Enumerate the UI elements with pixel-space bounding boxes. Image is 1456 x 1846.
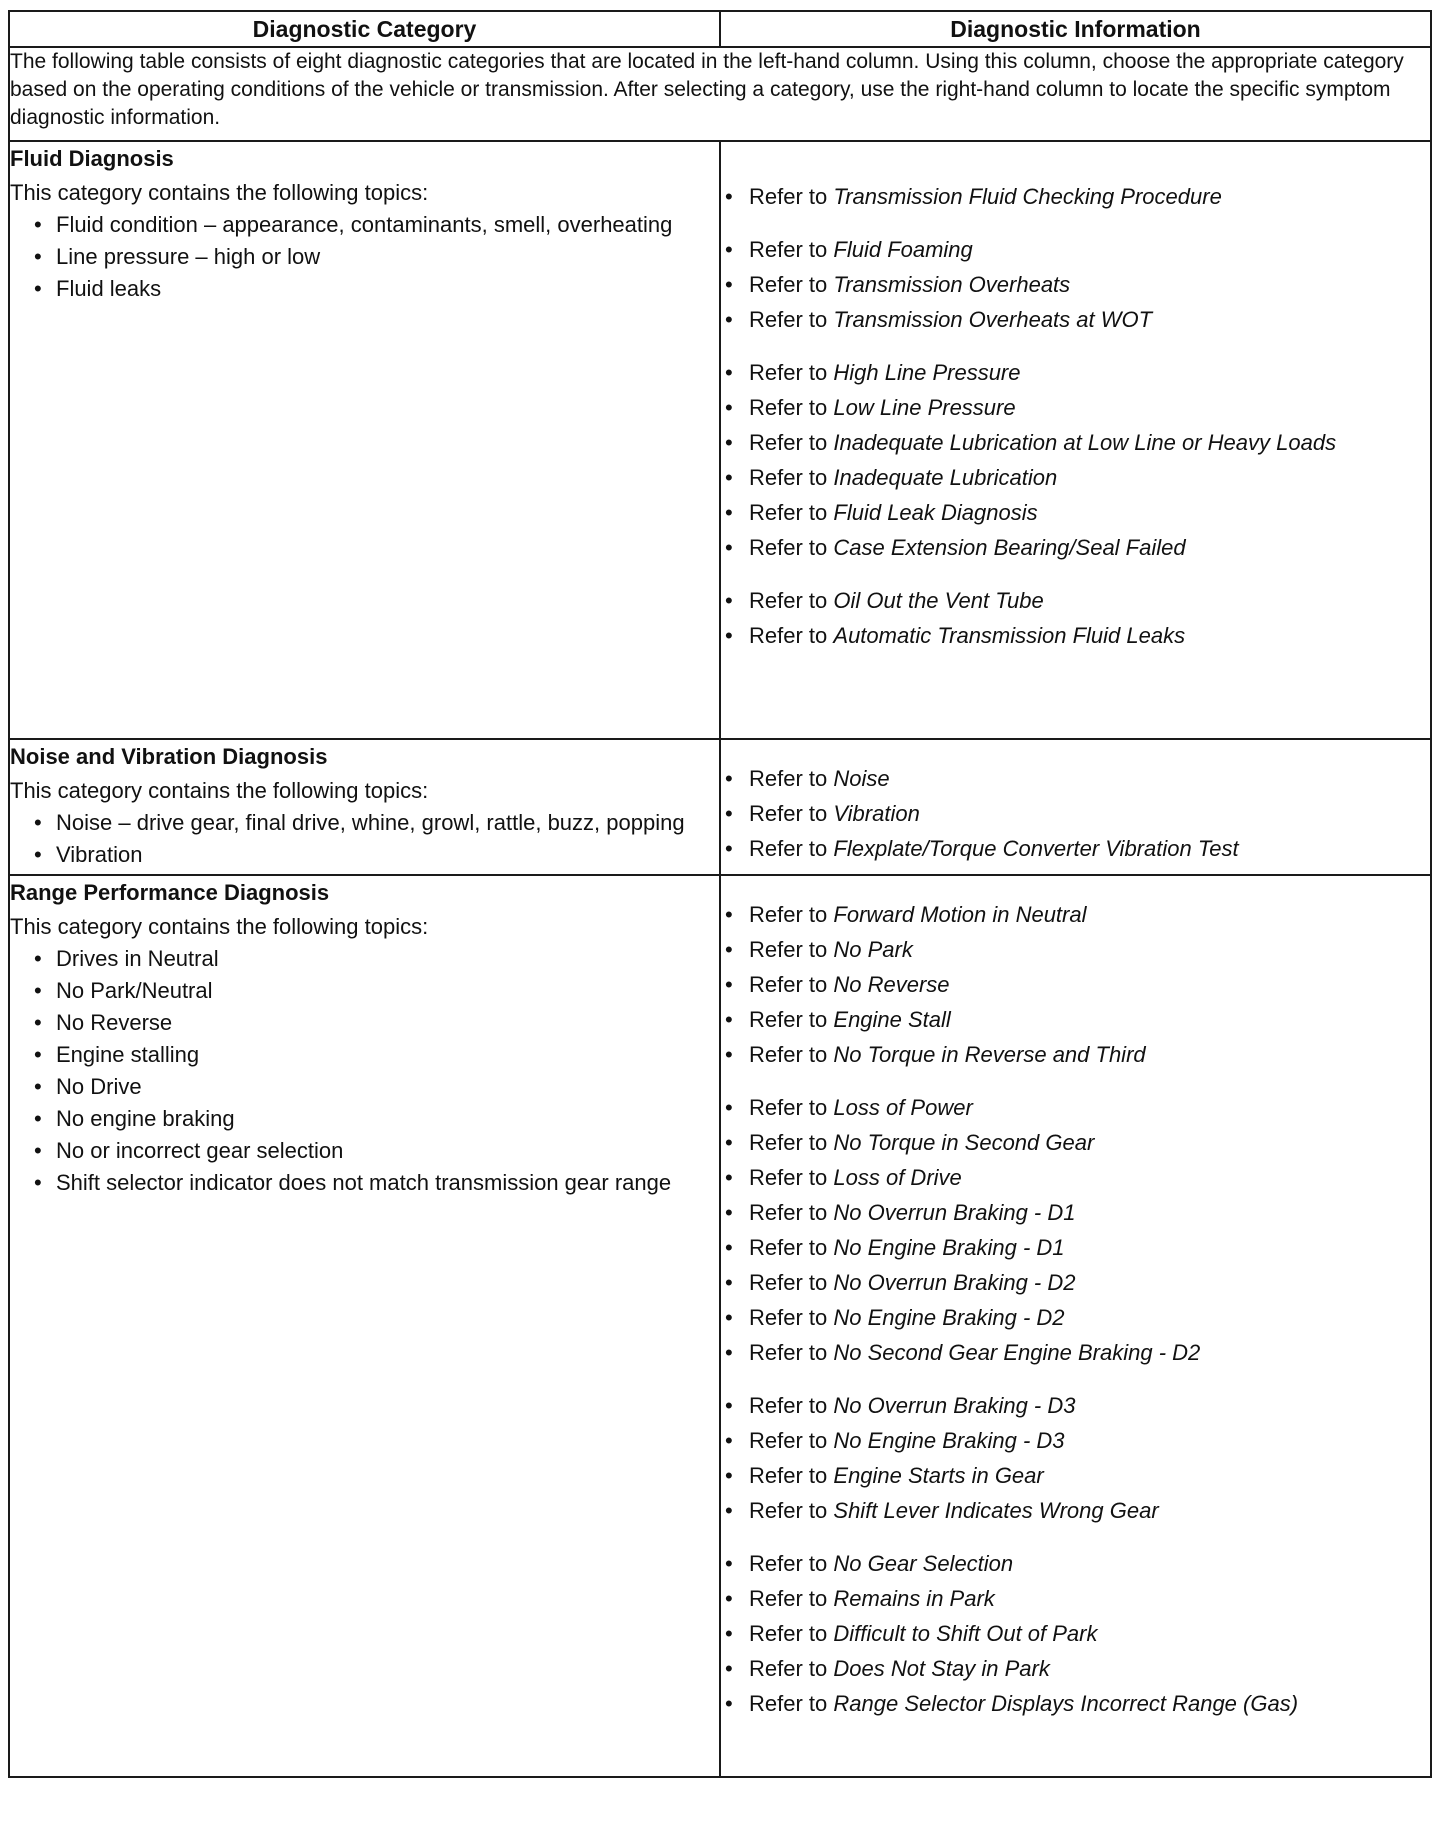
- reference-title[interactable]: Automatic Transmission Fluid Leaks: [833, 623, 1186, 648]
- diagnostic-table: [8, 10, 1432, 1778]
- reference-title[interactable]: Transmission Overheats at WOT: [833, 307, 1153, 332]
- refer-prefix: Refer to: [749, 1130, 828, 1155]
- reference-title[interactable]: Engine Stall: [833, 1007, 951, 1032]
- reference-item[interactable]: [721, 1095, 1430, 1121]
- refer-prefix: Refer to: [749, 1463, 828, 1488]
- refer-prefix: Refer to: [749, 1165, 828, 1190]
- reference-title[interactable]: No Torque in Reverse and Third: [833, 1042, 1146, 1067]
- reference-item[interactable]: [721, 184, 1430, 210]
- refer-prefix: Refer to: [749, 465, 828, 490]
- refer-prefix: Refer to: [749, 1095, 828, 1120]
- reference-item[interactable]: [721, 766, 1430, 792]
- refer-prefix: Refer to: [749, 1305, 828, 1330]
- reference-item[interactable]: [721, 1042, 1430, 1068]
- reference-item[interactable]: [721, 1621, 1430, 1647]
- refer-prefix: Refer to: [749, 1551, 828, 1576]
- refer-prefix: Refer to: [749, 1586, 828, 1611]
- topic-item: • Shift selector indicator does not match transmission gear range: [10, 1170, 719, 1196]
- reference-title[interactable]: Case Extension Bearing/Seal Failed: [833, 535, 1186, 560]
- reference-item[interactable]: [721, 1305, 1430, 1331]
- reference-item[interactable]: [721, 1270, 1430, 1296]
- reference-item[interactable]: [721, 1007, 1430, 1033]
- reference-title[interactable]: Inadequate Lubrication: [833, 465, 1058, 490]
- topic-item: • No Park/Neutral: [10, 978, 719, 1004]
- refer-prefix: Refer to: [749, 1235, 828, 1260]
- reference-title[interactable]: Low Line Pressure: [833, 395, 1016, 420]
- refer-prefix: Refer to: [749, 623, 828, 648]
- refer-prefix: Refer to: [749, 801, 828, 826]
- reference-title[interactable]: Transmission Fluid Checking Procedure: [833, 184, 1222, 209]
- reference-title[interactable]: Engine Starts in Gear: [833, 1463, 1044, 1488]
- refer-prefix: Refer to: [749, 1042, 828, 1067]
- category-cell: [9, 739, 720, 875]
- reference-title[interactable]: Fluid Foaming: [833, 237, 973, 262]
- topic-item: • No Drive: [10, 1074, 719, 1100]
- info-cell: [720, 141, 1431, 739]
- reference-title[interactable]: Shift Lever Indicates Wrong Gear: [833, 1498, 1159, 1523]
- reference-title[interactable]: Loss of Drive: [833, 1165, 962, 1190]
- refer-prefix: Refer to: [749, 1656, 828, 1681]
- info-cell: [720, 875, 1431, 1777]
- reference-title[interactable]: No Overrun Braking - D2: [833, 1270, 1076, 1295]
- category-cell: [9, 875, 720, 1777]
- reference-title[interactable]: No Overrun Braking - D3: [833, 1393, 1076, 1418]
- refer-prefix: Refer to: [749, 1498, 828, 1523]
- reference-list: [721, 184, 1430, 649]
- refer-prefix: Refer to: [749, 1428, 828, 1453]
- refer-prefix: Refer to: [749, 1340, 828, 1365]
- reference-item[interactable]: [721, 588, 1430, 614]
- refer-prefix: Refer to: [749, 360, 828, 385]
- reference-item[interactable]: [721, 535, 1430, 561]
- reference-title[interactable]: Transmission Overheats: [833, 272, 1071, 297]
- category-description: This category contains the following topics:: [10, 180, 429, 205]
- topic-item: • Fluid condition – appearance, contaminants, smell, overheating: [10, 212, 719, 238]
- reference-title[interactable]: Remains in Park: [833, 1586, 995, 1611]
- reference-item[interactable]: [721, 1463, 1430, 1489]
- category-row-fluid: [9, 141, 1431, 739]
- reference-list: [721, 766, 1430, 862]
- intro-text: The following table consists of eight diagnostic categories that are located in the left-hand column. Using this column, choose the appropriate category based on the operating conditions of the vehicle or transmission. After selecting a category, use the right-hand column to locate the specific symptom diagnostic information.: [9, 47, 1431, 141]
- reference-item[interactable]: [721, 272, 1430, 298]
- reference-title[interactable]: Range Selector Displays Incorrect Range (Gas): [833, 1691, 1299, 1716]
- reference-item[interactable]: [721, 937, 1430, 963]
- category-title: Noise and Vibration Diagnosis: [10, 744, 328, 769]
- reference-title[interactable]: Fluid Leak Diagnosis: [833, 500, 1038, 525]
- refer-prefix: Refer to: [749, 588, 828, 613]
- topic-list: [10, 212, 719, 302]
- refer-prefix: Refer to: [749, 836, 828, 861]
- reference-item[interactable]: [721, 1656, 1430, 1682]
- topic-item: • Noise – drive gear, final drive, whine, growl, rattle, buzz, popping: [10, 810, 719, 836]
- refer-prefix: Refer to: [749, 1393, 828, 1418]
- reference-item[interactable]: [721, 430, 1430, 456]
- reference-title[interactable]: No Overrun Braking - D1: [833, 1200, 1076, 1225]
- topic-item: • No engine braking: [10, 1106, 719, 1132]
- category-cell: [9, 141, 720, 739]
- reference-title[interactable]: No Park: [833, 937, 913, 962]
- reference-item[interactable]: [721, 307, 1430, 333]
- reference-title[interactable]: No Reverse: [833, 972, 950, 997]
- reference-item[interactable]: [721, 1340, 1430, 1366]
- reference-item[interactable]: [721, 1200, 1430, 1226]
- reference-list: [721, 902, 1430, 1717]
- topic-item: • Vibration: [10, 842, 719, 868]
- reference-item[interactable]: [721, 902, 1430, 928]
- category-description: This category contains the following topics:: [10, 778, 429, 803]
- reference-item[interactable]: [721, 836, 1430, 862]
- reference-item[interactable]: [721, 1428, 1430, 1454]
- refer-prefix: Refer to: [749, 272, 828, 297]
- reference-title[interactable]: No Second Gear Engine Braking - D2: [833, 1340, 1201, 1365]
- topic-list: [10, 946, 719, 1196]
- refer-prefix: Refer to: [749, 1621, 828, 1646]
- reference-title[interactable]: Does Not Stay in Park: [833, 1656, 1050, 1681]
- refer-prefix: Refer to: [749, 500, 828, 525]
- category-title: Range Performance Diagnosis: [10, 880, 330, 905]
- refer-prefix: Refer to: [749, 237, 828, 262]
- reference-title[interactable]: No Torque in Second Gear: [833, 1130, 1095, 1155]
- refer-prefix: Refer to: [749, 184, 828, 209]
- refer-prefix: Refer to: [749, 902, 828, 927]
- topic-item: • Drives in Neutral: [10, 946, 719, 972]
- reference-item[interactable]: [721, 237, 1430, 263]
- topic-item: • Line pressure – high or low: [10, 244, 719, 270]
- header-diagnostic-category: Diagnostic Category: [9, 11, 720, 47]
- reference-title[interactable]: Loss of Power: [833, 1095, 973, 1120]
- reference-title[interactable]: Forward Motion in Neutral: [833, 902, 1087, 927]
- reference-title[interactable]: Vibration: [833, 801, 920, 826]
- reference-title[interactable]: Noise: [833, 766, 890, 791]
- reference-title[interactable]: No Engine Braking - D1: [833, 1235, 1065, 1260]
- reference-item[interactable]: [721, 395, 1430, 421]
- reference-item[interactable]: [721, 1586, 1430, 1612]
- reference-item[interactable]: [721, 1393, 1430, 1419]
- category-row-range: [9, 875, 1431, 1777]
- reference-item[interactable]: [721, 1165, 1430, 1191]
- reference-title[interactable]: No Gear Selection: [833, 1551, 1014, 1576]
- header-diagnostic-information: Diagnostic Information: [720, 11, 1431, 47]
- header-row: [9, 11, 1431, 47]
- topic-list: [10, 810, 719, 868]
- refer-prefix: Refer to: [749, 972, 828, 997]
- reference-title[interactable]: No Engine Braking - D3: [833, 1428, 1065, 1453]
- category-description: This category contains the following topics:: [10, 914, 429, 939]
- reference-item[interactable]: [721, 1551, 1430, 1577]
- reference-title[interactable]: Oil Out the Vent Tube: [833, 588, 1044, 613]
- info-cell: [720, 739, 1431, 875]
- reference-title[interactable]: Flexplate/Torque Converter Vibration Test: [833, 836, 1239, 861]
- reference-item[interactable]: [721, 1235, 1430, 1261]
- refer-prefix: Refer to: [749, 1270, 828, 1295]
- reference-item[interactable]: [721, 500, 1430, 526]
- reference-item[interactable]: [721, 360, 1430, 386]
- refer-prefix: Refer to: [749, 307, 828, 332]
- reference-item[interactable]: [721, 1498, 1430, 1524]
- reference-title[interactable]: High Line Pressure: [833, 360, 1021, 385]
- reference-title[interactable]: Difficult to Shift Out of Park: [833, 1621, 1098, 1646]
- topic-item: • No Reverse: [10, 1010, 719, 1036]
- reference-item[interactable]: [721, 465, 1430, 491]
- topic-item: • No or incorrect gear selection: [10, 1138, 719, 1164]
- refer-prefix: Refer to: [749, 535, 828, 560]
- category-title: Fluid Diagnosis: [10, 146, 174, 171]
- topic-item: • Engine stalling: [10, 1042, 719, 1068]
- reference-title[interactable]: Inadequate Lubrication at Low Line or Heavy Loads: [833, 430, 1337, 455]
- category-row-noise: [9, 739, 1431, 875]
- refer-prefix: Refer to: [749, 430, 828, 455]
- reference-item[interactable]: [721, 623, 1430, 649]
- refer-prefix: Refer to: [749, 395, 828, 420]
- refer-prefix: Refer to: [749, 937, 828, 962]
- reference-item[interactable]: [721, 972, 1430, 998]
- reference-item[interactable]: [721, 1130, 1430, 1156]
- reference-item[interactable]: [721, 801, 1430, 827]
- intro-row: [9, 47, 1431, 141]
- refer-prefix: Refer to: [749, 1691, 828, 1716]
- refer-prefix: Refer to: [749, 1007, 828, 1032]
- reference-item[interactable]: [721, 1691, 1430, 1717]
- topic-item: • Fluid leaks: [10, 276, 719, 302]
- reference-title[interactable]: No Engine Braking - D2: [833, 1305, 1065, 1330]
- refer-prefix: Refer to: [749, 1200, 828, 1225]
- refer-prefix: Refer to: [749, 766, 828, 791]
